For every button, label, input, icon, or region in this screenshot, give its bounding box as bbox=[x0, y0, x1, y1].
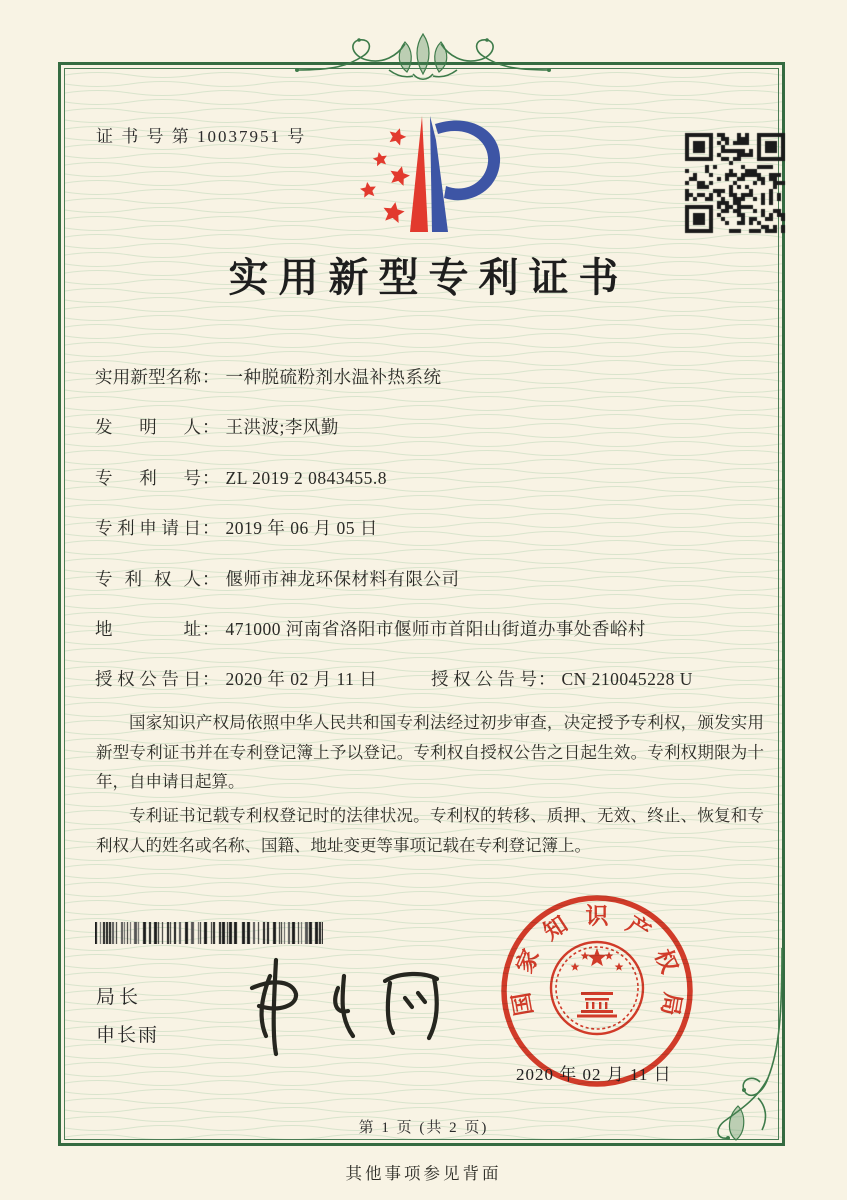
corner-ornament-flourish bbox=[698, 948, 786, 1144]
svg-text:局: 局 bbox=[656, 990, 686, 1018]
back-side-note: 其他事项参见背面 bbox=[345, 1164, 502, 1183]
svg-text:国: 国 bbox=[508, 990, 538, 1018]
field-value: 2019 年 06 月 05 日 bbox=[225, 518, 378, 539]
legal-paragraph-1: 国家知识产权局依照中华人民共和国专利法经过初步审查，决定授予专利权，颁发实用新型专利证书并在专利登记簿上予以登记。专利权自授权公告之日起生效。专利权期限为十年，自申请日起算。 bbox=[96, 713, 764, 792]
seal-emblem-gate bbox=[577, 992, 617, 1018]
field-value: 一种脱硫粉剂水温补热系统 bbox=[225, 367, 442, 387]
field-row-grant-date bbox=[95, 665, 763, 693]
svg-text:知: 知 bbox=[539, 911, 573, 945]
svg-text:识: 识 bbox=[585, 903, 609, 929]
seal-date: 2020 年 02 月 11 日 bbox=[516, 1065, 672, 1084]
field-label: 地址 bbox=[95, 618, 201, 639]
legal-paragraph-2: 专利证书记载专利权登记时的法律状况。专利权的转移、质押、无效、终止、恢复和专利权人的姓名或名称、国籍、地址变更等事项记载在专利登记簿上。 bbox=[96, 806, 764, 855]
field-label: 授权公告号 bbox=[431, 669, 537, 690]
cnipa-logo-icon bbox=[352, 110, 507, 238]
field-colon: ： bbox=[538, 669, 556, 690]
field-row-patent-number bbox=[95, 464, 763, 492]
field-row-inventor bbox=[95, 413, 763, 441]
field-grant-number bbox=[431, 665, 693, 693]
field-value: 471000 河南省洛阳市偃师市首阳山街道办事处香峪村 bbox=[225, 618, 646, 639]
field-colon: ： bbox=[202, 568, 220, 589]
officer-title: 局长 bbox=[96, 987, 143, 1008]
field-label: 专利权人 bbox=[95, 568, 201, 589]
legal-text bbox=[96, 708, 764, 864]
page-number: 第 1 页 (共 2 页) bbox=[358, 1120, 489, 1136]
field-colon: ： bbox=[202, 518, 220, 539]
officer-name: 申长雨 bbox=[96, 1025, 160, 1046]
field-row-address bbox=[95, 615, 763, 643]
field-row-name bbox=[95, 363, 763, 391]
certificate-number: 证 书 号 第 10037951 号 bbox=[96, 127, 307, 146]
field-colon: ： bbox=[202, 618, 220, 639]
qr-code bbox=[683, 131, 787, 235]
field-colon: ： bbox=[202, 669, 220, 690]
barcode bbox=[95, 922, 323, 944]
field-label: 发明人 bbox=[95, 417, 201, 438]
field-value: 偃师市神龙环保材料有限公司 bbox=[225, 568, 460, 589]
svg-text:产: 产 bbox=[621, 911, 655, 945]
field-value: 2020 年 02 月 11 日 bbox=[225, 669, 378, 690]
field-colon: ： bbox=[202, 417, 220, 438]
field-value: 王洪波;李风勤 bbox=[225, 417, 339, 438]
seal-emblem bbox=[551, 942, 643, 1034]
certificate-title: 实用新型专利证书 bbox=[228, 255, 629, 300]
logo-p-mark bbox=[410, 116, 500, 232]
field-label: 实用新型名称 bbox=[95, 367, 201, 387]
svg-text:家: 家 bbox=[511, 945, 544, 977]
svg-text:权: 权 bbox=[650, 945, 683, 977]
field-row-filing-date bbox=[95, 514, 763, 542]
top-ornament-flourish bbox=[293, 26, 553, 86]
field-colon: ： bbox=[202, 367, 220, 387]
field-value: ZL 2019 2 0843455.8 bbox=[225, 467, 387, 488]
signature-shen-changyu bbox=[215, 948, 455, 1063]
field-label: 专利号 bbox=[95, 467, 201, 488]
field-label: 专利申请日 bbox=[95, 518, 201, 539]
field-colon: ： bbox=[202, 467, 220, 488]
field-row-patentee bbox=[95, 565, 763, 593]
field-label: 授权公告日 bbox=[95, 669, 201, 690]
logo-stars bbox=[359, 126, 411, 224]
field-list bbox=[95, 363, 763, 716]
field-value: CN 210045228 U bbox=[561, 669, 693, 690]
